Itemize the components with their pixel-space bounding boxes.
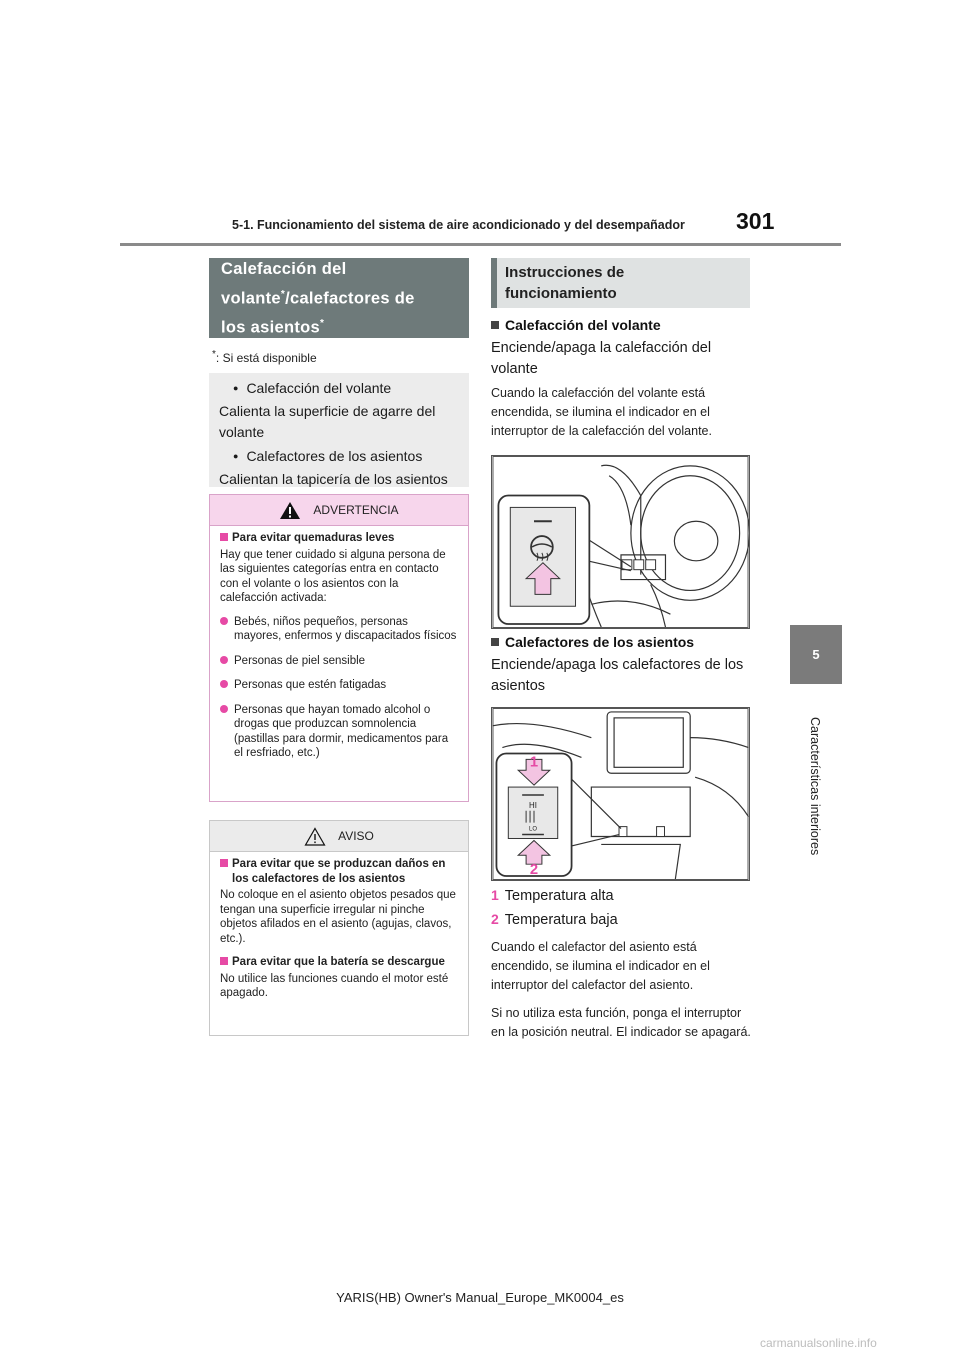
steering-heater-heading: Calefacción del volante — [491, 317, 661, 333]
caution-subtitle-2: Para evitar que la batería se descargue — [220, 955, 458, 970]
right-title-box — [491, 258, 750, 308]
lo-label: LO — [529, 826, 537, 833]
caution-subtitle-1: Para evitar que se produzcan daños en los calefactores de los asientos — [220, 857, 458, 886]
warning-label: ADVERTENCIA — [313, 503, 399, 517]
intro-box — [209, 373, 469, 487]
chapter-tab[interactable]: 5 — [790, 625, 842, 684]
header-rule — [120, 243, 841, 246]
caution-header — [210, 821, 468, 852]
warning-text: Hay que tener cuidado si alguna persona de las siguientes categorías entra en contacto con el volante o los asientos con la calefacción activada: — [220, 548, 446, 604]
watermark: carmanualsonline.info — [760, 1336, 877, 1350]
steering-heater-note: Cuando la calefacción del volante está encendida, se ilumina el indicador en el interruptor de la calefacción del volante. — [491, 386, 712, 438]
seat-heater-figure — [491, 707, 750, 881]
warning-subtitle: Para evitar quemaduras leves — [220, 531, 458, 546]
intro-text-2: Calientan la tapicería de los asientos — [219, 471, 448, 487]
caution-label: AVISO — [338, 829, 374, 843]
seat-heater-heading: Calefactores de los asientos — [491, 634, 694, 650]
caution-text-1: No coloque en el asiento objetos pesados que tengan una superficie irregular ni pinche objetos afilados en el asiento (agujas, clavos, etc.). — [220, 889, 456, 945]
caution-triangle-icon — [304, 827, 326, 846]
caution-text-2: No utilice las funciones cuando el motor esté apagado. — [220, 972, 449, 999]
intro-bullet-2: ● Calefactores de los asientos — [219, 446, 459, 469]
callout-2: 2 — [529, 862, 539, 879]
caution-box — [209, 820, 469, 1036]
legend-item-1: 1 Temperatura alta — [491, 887, 614, 904]
warning-item: Personas que estén fatigadas — [220, 678, 458, 693]
left-title-box: Calefacción del volante*/calefactores de los asientos* — [209, 258, 469, 338]
right-title: Instrucciones de funcionamiento — [505, 264, 625, 302]
warning-item: Personas que hayan tomado alcohol o drogas que produzcan somnolencia (pastillas para dormir, medicamentos para el resfriado, etc.) — [220, 703, 458, 761]
page-number: 301 — [736, 208, 775, 234]
callout-1: 1 — [529, 754, 539, 771]
seat-heater-desc: Enciende/apaga los calefactores de los asientos — [491, 657, 744, 694]
footer-text: YARIS(HB) Owner's Manual_Europe_MK0004_es — [336, 1290, 624, 1305]
footnote: *: Si está disponible — [212, 349, 317, 365]
chapter-label: Características interiores — [808, 717, 822, 856]
intro-text-1: Calienta la superficie de agarre del volante — [219, 403, 436, 440]
warning-item: Bebés, niños pequeños, personas mayores, enfermos y discapacitados físicos — [220, 615, 458, 644]
warning-triangle-icon — [279, 501, 301, 520]
section-title: 5-1. Funcionamiento del sistema de aire acondicionado y del desempañador — [232, 218, 685, 232]
warning-header — [210, 495, 468, 526]
intro-bullet-1: ● Calefacción del volante — [219, 378, 459, 401]
seat-heater-note-1: Cuando el calefactor del asiento está encendido, se ilumina el indicador en el interruptor del calefactor del asiento. — [491, 940, 710, 992]
hi-label: HI — [529, 800, 537, 810]
steering-heater-desc: Enciende/apaga la calefacción del volante — [491, 340, 712, 377]
title-line-1: Calefacción del — [221, 259, 347, 278]
warning-box — [209, 494, 469, 802]
warning-item: Personas de piel sensible — [220, 654, 458, 669]
legend-item-2: 2 Temperatura baja — [491, 911, 618, 928]
seat-heater-note-2: Si no utiliza esta función, ponga el interruptor en la posición neutral. El indicador se apagará. — [491, 1006, 751, 1039]
steering-heater-figure — [491, 455, 750, 629]
